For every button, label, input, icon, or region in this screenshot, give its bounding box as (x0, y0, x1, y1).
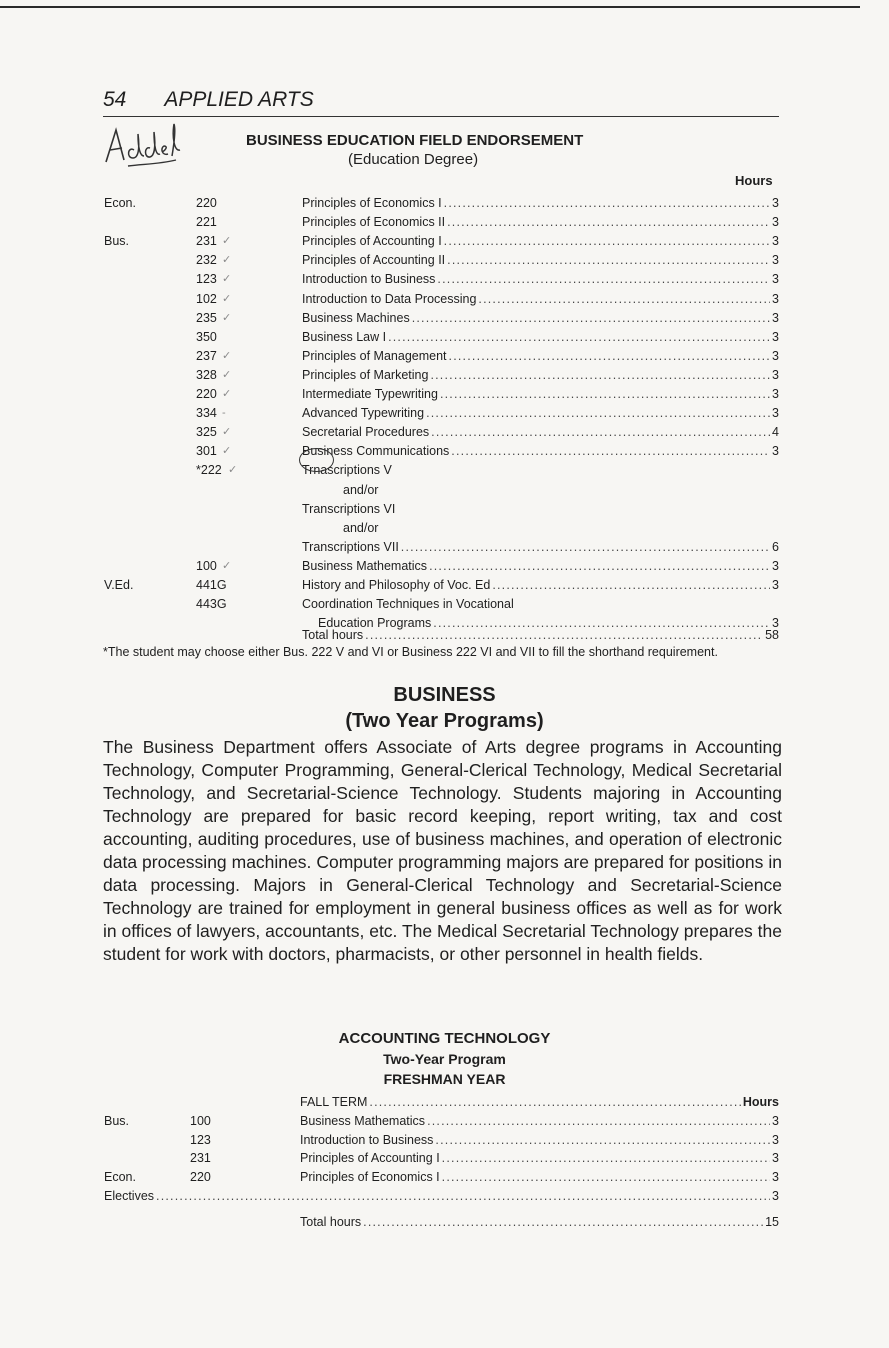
course-hours: 3 (772, 272, 779, 287)
year-heading: FRESHMAN YEAR (383, 1071, 506, 1087)
course-line (302, 194, 779, 213)
course-line (302, 595, 779, 614)
course-line (302, 404, 779, 423)
page-header (103, 88, 314, 112)
course-dept: V.Ed. (104, 578, 134, 592)
course-hours: 3 (772, 406, 779, 421)
course-number: 235 (196, 310, 217, 325)
course-title: Trnascriptions V (302, 463, 392, 478)
course-title: Principles of Accounting II (302, 253, 446, 268)
course-hours: 3 (772, 253, 779, 268)
handwritten-added-annotation (100, 120, 200, 180)
electives-label: Electives (104, 1189, 155, 1203)
course-hours: 3 (772, 196, 779, 210)
course-hours: 4 (772, 425, 779, 440)
course-title: Business Law I (302, 329, 387, 344)
endorsement-title: BUSINESS EDUCATION FIELD ENDORSEMENT (246, 132, 584, 149)
dot-leader (437, 270, 770, 289)
total-label: Total hours (300, 1215, 362, 1229)
course-hours: 3 (772, 444, 779, 459)
check-mark: ✓ (222, 349, 232, 362)
course-title: History and Philosophy of Voc. Ed (302, 578, 491, 592)
dot-leader (442, 1168, 770, 1187)
course-title: Advanced Typewriting (302, 406, 425, 421)
course-number: 123 (190, 1132, 211, 1147)
course-hours (397, 500, 399, 519)
course-title: Principles of Accounting I (300, 1151, 440, 1166)
course-hours: 6 (772, 539, 779, 554)
course-line (302, 213, 779, 232)
course-hours (394, 461, 396, 480)
course-hours: 3 (772, 234, 779, 249)
course-line (300, 1168, 779, 1187)
dot-leader (492, 576, 770, 595)
check-mark: ✓ (222, 388, 232, 400)
course-title: Business Machines (302, 310, 410, 325)
check-mark: ✓ (222, 311, 232, 324)
header-rule (103, 116, 779, 117)
total-label: Total hours (302, 628, 364, 642)
course-line (302, 366, 779, 385)
course-number: 220 (190, 1170, 211, 1185)
course-title: Principles of Marketing (302, 367, 429, 382)
course-title: Transcriptions VI (302, 501, 396, 516)
course-number: 350 (196, 329, 217, 344)
fall-term-line (300, 1093, 779, 1112)
term-label: FALL TERM (300, 1095, 368, 1109)
total-line (302, 626, 779, 645)
course-hours: 3 (772, 1151, 779, 1166)
dot-leader (444, 194, 770, 213)
course-line (302, 500, 779, 519)
course-title: Intermediate Typewriting (302, 387, 438, 401)
course-number: 100 (196, 558, 217, 573)
dot-leader (451, 442, 770, 461)
course-title: Principles of Management (302, 348, 447, 363)
check-mark: - (222, 407, 226, 420)
course-hours: 3 (772, 578, 779, 592)
dot-leader (447, 251, 770, 270)
course-title: Business Communications (302, 444, 450, 459)
course-title: Secretarial Procedures (302, 425, 430, 440)
course-title: Education Programs (318, 616, 432, 631)
total-hours: 15 (765, 1215, 779, 1229)
course-line (300, 1149, 779, 1168)
course-number: 102 (196, 291, 217, 306)
shorthand-footnote: *The student may choose either Bus. 222 V and VI or Business 222 VI and VII to fill the shorthand requirement. (103, 645, 718, 659)
course-title: Introduction to Business (302, 272, 436, 287)
course-title: Principles of Economics I (300, 1170, 440, 1185)
course-hours (516, 595, 518, 614)
dot-leader (478, 290, 770, 309)
course-line (302, 347, 779, 366)
dot-leader (401, 538, 770, 557)
course-line (302, 442, 779, 461)
handwritten-circle-mark (299, 448, 334, 472)
course-line (302, 251, 779, 270)
course-number: 232 (196, 253, 217, 268)
course-number: 301 (196, 444, 217, 459)
course-title: Transcriptions VII (302, 539, 399, 554)
course-hours: 3 (772, 387, 779, 401)
check-mark: ✓ (222, 235, 232, 248)
course-title: Introduction to Data Processing (302, 291, 477, 306)
course-line (302, 232, 779, 251)
accounting-heading: ACCOUNTING TECHNOLOGY (338, 1030, 551, 1047)
dot-leader (430, 366, 770, 385)
dot-leader (447, 213, 770, 232)
course-dept: Bus. (104, 234, 130, 249)
business-subheading: (Two Year Programs) (345, 710, 544, 732)
dot-leader (435, 1131, 770, 1150)
course-number: 100 (190, 1114, 211, 1128)
course-hours: 3 (772, 367, 779, 382)
course-hours: 3 (772, 1114, 779, 1128)
course-title: and/or (343, 520, 379, 535)
course-dept: Econ. (104, 1170, 136, 1185)
course-number: 231 (196, 234, 217, 249)
course-hours (380, 519, 382, 538)
check-mark: ✓ (222, 559, 232, 572)
course-number: 441G (196, 578, 227, 592)
course-line (302, 385, 779, 404)
course-line (343, 519, 779, 538)
course-line (300, 1131, 779, 1150)
section-title: APPLIED ARTS (164, 88, 314, 111)
course-number: 237 (196, 348, 217, 363)
course-line (302, 576, 779, 595)
course-number: 221 (196, 215, 217, 230)
course-dept: Bus. (104, 1114, 130, 1128)
course-number: 231 (190, 1151, 211, 1166)
dot-leader (431, 423, 770, 442)
dot-leader (369, 1093, 740, 1112)
course-line (302, 309, 779, 328)
dot-leader (412, 309, 770, 328)
course-number: 328 (196, 367, 217, 382)
dot-leader (427, 1112, 770, 1131)
dot-leader (449, 347, 771, 366)
course-title: Principles of Accounting I (302, 234, 442, 249)
course-hours: 3 (772, 215, 779, 230)
electives-hours: 3 (772, 1189, 779, 1203)
check-mark: ✓ (222, 445, 232, 458)
check-mark: ✓ (222, 273, 232, 286)
course-hours: 3 (772, 558, 779, 573)
course-hours: 3 (772, 1170, 779, 1185)
course-dept: Econ. (104, 196, 136, 210)
check-mark: ✓ (222, 292, 232, 305)
check-mark: ✓ (228, 464, 238, 477)
dot-leader (444, 232, 770, 251)
course-line (302, 557, 779, 576)
course-title: Introduction to Business (300, 1132, 434, 1147)
course-hours: 3 (772, 329, 779, 344)
dot-leader (388, 328, 770, 347)
accounting-total-line (300, 1213, 779, 1232)
course-hours: 3 (772, 348, 779, 363)
dot-leader (365, 626, 763, 645)
course-number: 334 (196, 406, 217, 421)
total-hours: 58 (765, 628, 779, 642)
course-title: Principles of Economics II (302, 215, 446, 230)
business-description: The Business Department offers Associate of Arts degree programs in Accounting Technology, Computer Programming, General-Clerical Technology, Medical Secretarial Technology, and Secretarial-Science Technology. Students majoring in Accounting Technology are prepared for basic record keeping, report writing, tax and cost accounting, auditing procedures, use of business machines, and operation of electronic data processing machines. Computer programming majors are prepared for positions in data processing. Majors in General-Clerical Technology and Secretarial-Science Technology are trained for employment in general business offices as well as for work in offices of lawyers, accountants, etc. The Medical Secretarial Technology prepares the student for work with doctors, pharmacists, or other personnel in health fields. (103, 737, 782, 964)
course-line (343, 481, 779, 500)
dot-leader (440, 385, 770, 404)
course-title: Business Mathematics (302, 558, 428, 573)
business-heading: BUSINESS (393, 684, 496, 706)
top-border-line (0, 6, 860, 8)
dot-leader (429, 557, 770, 576)
dot-leader (426, 404, 770, 423)
course-number: 443G (196, 597, 227, 612)
dot-leader (156, 1187, 770, 1206)
course-line (302, 328, 779, 347)
course-number: *222 (196, 463, 222, 478)
electives-line (104, 1187, 779, 1206)
course-line (302, 270, 779, 289)
course-number: 325 (196, 425, 217, 440)
hours-column-header: Hours (735, 173, 773, 188)
course-hours: 3 (772, 616, 779, 631)
course-line (302, 461, 779, 480)
course-title: Coordination Techniques in Vocational (302, 597, 514, 612)
term-hours-header: Hours (742, 1095, 779, 1109)
endorsement-subtitle: (Education Degree) (348, 151, 479, 168)
page-number: 54 (103, 88, 127, 111)
course-line (302, 423, 779, 442)
check-mark: ✓ (222, 426, 232, 439)
check-mark: ✓ (222, 368, 232, 381)
course-hours: 3 (772, 1132, 779, 1147)
course-hours: 3 (772, 291, 779, 306)
course-line (302, 538, 779, 557)
dot-leader (442, 1149, 770, 1168)
course-line (302, 290, 779, 309)
course-number: 220 (196, 196, 217, 210)
program-length: Two-Year Program (383, 1051, 506, 1067)
course-title: and/or (343, 482, 379, 497)
course-title: Principles of Economics I (302, 196, 442, 210)
course-hours (380, 481, 382, 500)
course-hours: 3 (772, 310, 779, 325)
check-mark: ✓ (222, 254, 232, 267)
course-line (300, 1112, 779, 1131)
course-number: 220 (196, 387, 217, 401)
dot-leader (363, 1213, 763, 1232)
course-title: Business Mathematics (300, 1114, 426, 1128)
course-number: 123 (196, 272, 217, 287)
